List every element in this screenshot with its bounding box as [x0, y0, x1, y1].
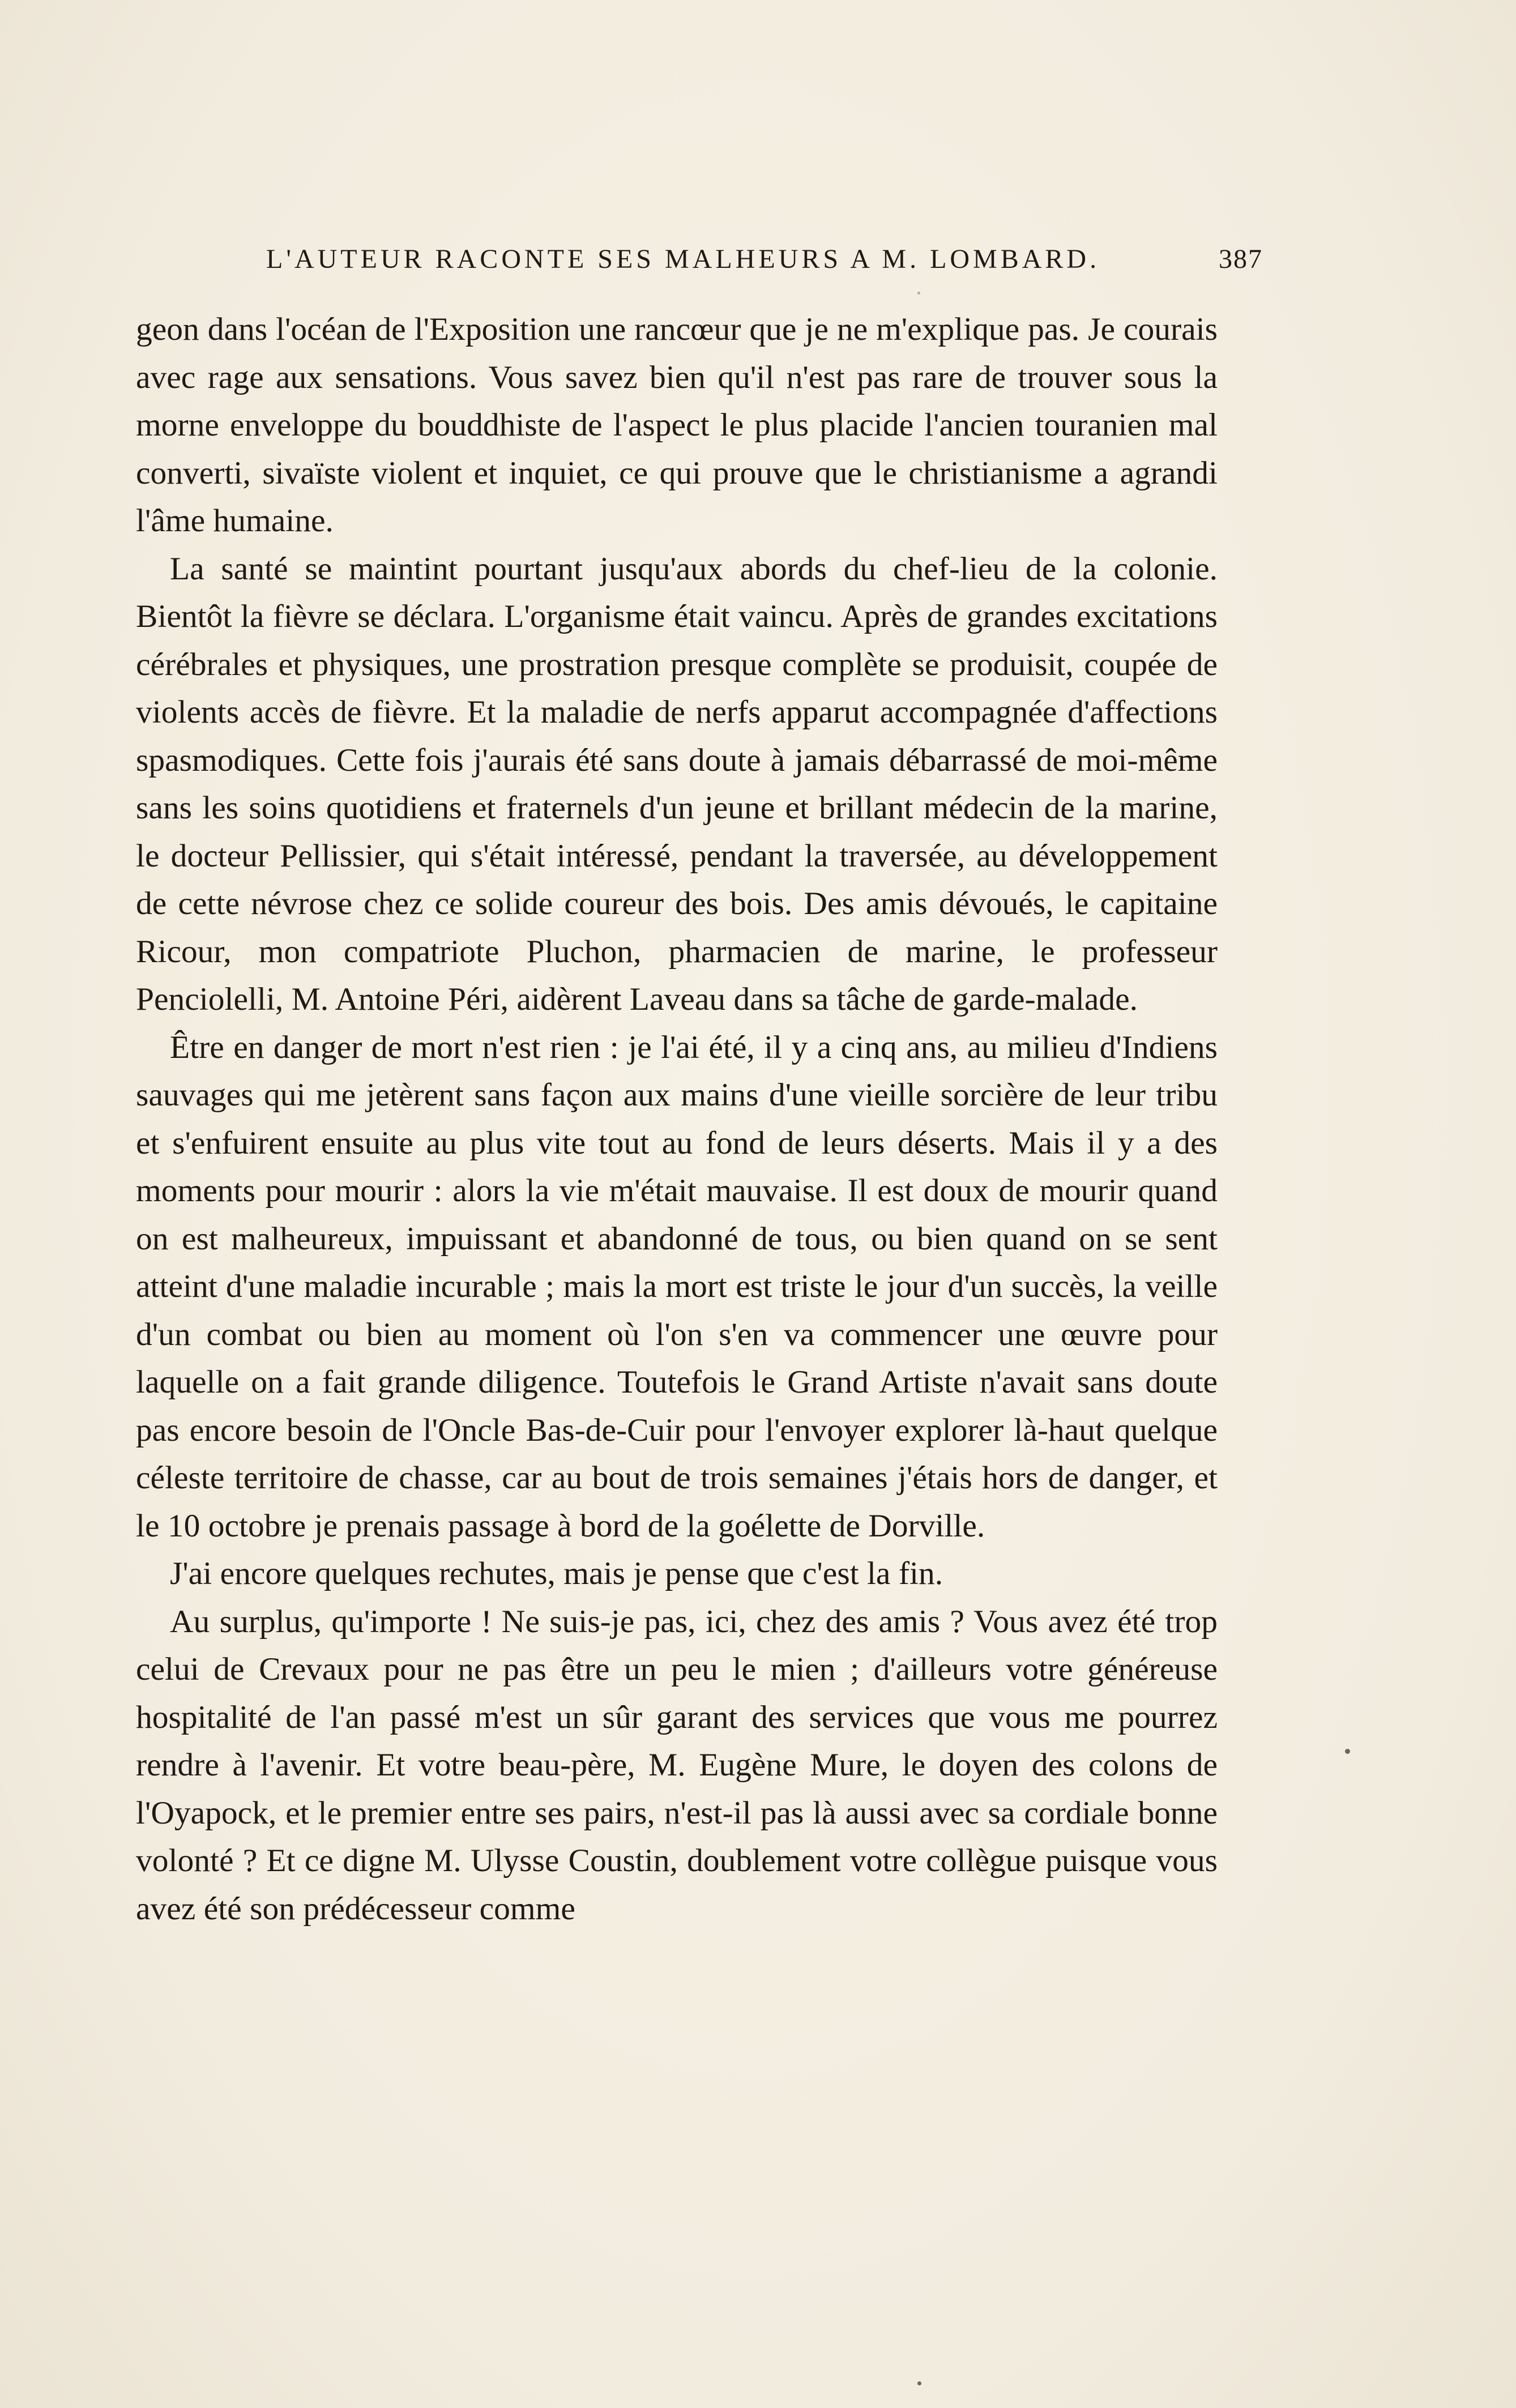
paragraph-2: La santé se maintint pourtant jusqu'aux abords du chef-lieu de la colonie. Bientôt la fièvre se déclara. L'organisme était vaincu. Après de grandes excitations cérébrales et physiques, une prostration presque complète se produisit, coupée de violents accès de fièvre. Et la maladie de nerfs apparut accompagnée d'affections spasmodiques. Cette fois j'aurais été sans doute à jamais débarrassé de moi-même sans les soins quotidiens et fraternels d'un jeune et brillant médecin de la marine, le docteur Pellissier, qui s'était intéressé, pendant la traversée, au développement de cette névrose chez ce solide coureur des bois. Des amis dévoués, le capitaine Ricour, mon compatriote Pluchon, pharmacien de marine, le professeur Penciolelli, M. Antoine Péri, aidèrent Laveau dans sa tâche de garde-malade.: [136, 550, 1218, 1017]
paragraph-1: geon dans l'océan de l'Exposition une rancœur que je ne m'explique pas. Je courais avec rage aux sensations. Vous savez bien qu'il n'est pas rare de trouver sous la morne enveloppe du bouddhiste de l'aspect le plus placide l'ancien touranien mal converti, sivaïste violent et inquiet, ce qui prouve que le christianisme a agrandi l'âme humaine.: [136, 311, 1218, 539]
paragraph-4: J'ai encore quelques rechutes, mais je pense que c'est la fin.: [170, 1556, 943, 1591]
paragraph-3: Être en danger de mort n'est rien : je l'ai été, il y a cinq ans, au milieu d'Indiens sauvages qui me jetèrent sans façon aux mains d'une vieille sorcière de leur tribu et s'enfuirent ensuite au plus vite tout au fond de leurs déserts. Mais il y a des moments pour mourir : alors la vie m'était mauvaise. Il est doux de mourir quand on est malheureux, impuissant et abandonné de tous, ou bien quand on se sent atteint d'une maladie incurable ; mais la mort est triste le jour d'un succès, la veille d'un combat ou bien au moment où l'on s'en va commencer une œuvre pour laquelle on a fait grande diligence. Toutefois le Grand Artiste n'avait sans doute pas encore besoin de l'Oncle Bas-de-Cuir pour l'envoyer explorer là-haut quelque céleste territoire de chasse, car au bout de trois semaines j'étais hors de danger, et le 10 octobre je prenais passage à bord de la goélette de Dorville.: [136, 1029, 1218, 1544]
paper-speck-1: [1345, 1749, 1350, 1754]
paper-speck-2: [917, 2381, 921, 2385]
running-title: L'AUTEUR RACONTE SES MALHEURS A M. LOMBARD.: [266, 244, 1100, 274]
page-header: [136, 244, 1263, 283]
page-number: 387: [1219, 244, 1263, 274]
paragraph-5: Au surplus, qu'importe ! Ne suis-je pas, ici, chez des amis ? Vous avez été trop celui de Crevaux pour ne pas être un peu le mien ; d'ailleurs votre généreuse hospitalité de l'an passé m'est un sûr garant des services que vous me pourrez rendre à l'avenir. Et votre beau-père, M. Eugène Mure, le doyen des colons de l'Oyapock, et le premier entre ses pairs, n'est-il pas là aussi avec sa cordiale bonne volonté ? Et ce digne M. Ulysse Coustin, doublement votre collègue puisque vous avez été son prédécesseur comme: [136, 1603, 1218, 1927]
body-text: [136, 306, 1218, 1933]
paper-speck-3: [917, 292, 920, 294]
